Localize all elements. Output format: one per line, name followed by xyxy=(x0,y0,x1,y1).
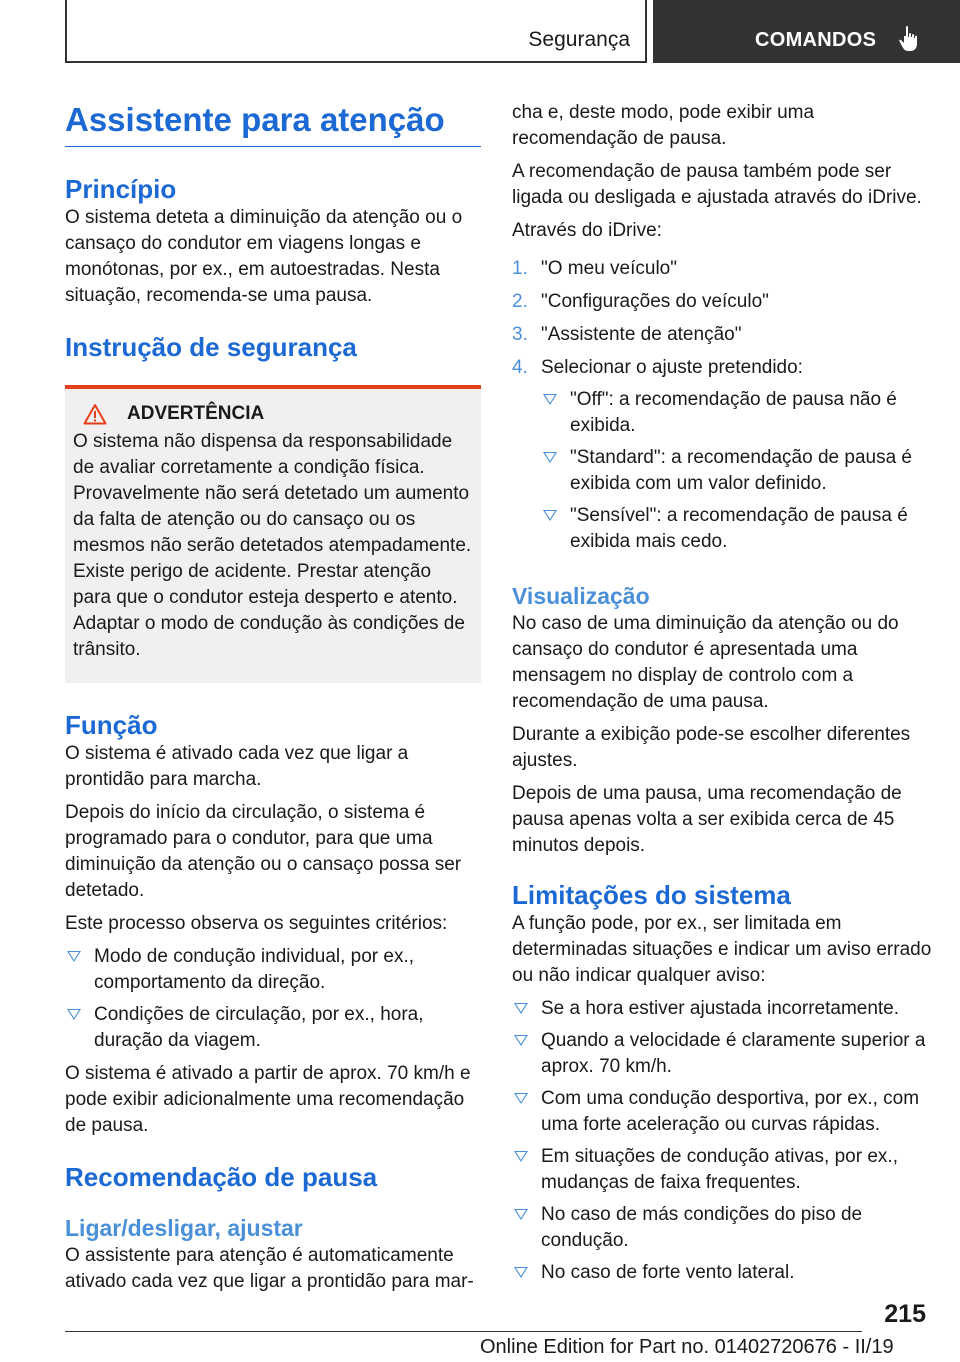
list-item: No caso de más condições do piso de condução. xyxy=(512,1202,942,1254)
triangle-bullet-icon xyxy=(543,394,557,405)
display-text-1: No caso de uma diminuição da atenção ou do cansaço do condutor é apresentada uma mensagem no display de controlo com a recomendação de uma pausa. xyxy=(512,613,899,712)
list-item: 3. "Assistente de atenção" xyxy=(512,324,742,345)
idrive-intro: Através do iDrive: xyxy=(512,220,662,241)
function-text-1: O sistema é ativado cada vez que ligar a prontidão para marcha. xyxy=(65,743,409,790)
list-item: No caso de forte vento lateral. xyxy=(512,1260,942,1286)
triangle-bullet-icon xyxy=(514,1151,528,1162)
options-list xyxy=(541,387,942,555)
edition-text: Online Edition for Part no. 01402720676 - II/19 xyxy=(480,1336,894,1358)
function-text-3: Este processo observa os seguintes critérios: xyxy=(65,913,448,934)
list-item: 2. "Configurações do veículo" xyxy=(512,291,769,312)
list-item: Com uma condução desportiva, por ex., com uma forte aceleração ou curvas rápidas. xyxy=(512,1086,942,1138)
right-column xyxy=(512,100,942,1293)
list-item: 1. "O meu veículo" xyxy=(512,258,677,279)
list-item: Quando a velocidade é claramente superior a aprox. 70 km/h. xyxy=(512,1028,942,1080)
idrive-steps xyxy=(512,256,942,555)
function-heading: Função xyxy=(65,710,158,740)
limits-text: A função pode, por ex., ser limitada em determinadas situações e indicar um aviso errado ou não indicar qualquer aviso: xyxy=(512,913,932,986)
display-text-3: Depois de uma pausa, uma recomendação de pausa apenas volta a ser exibida cerca de 45 minutos depois. xyxy=(512,783,902,856)
list-item: Se a hora estiver ajustada incorretamente. xyxy=(512,996,942,1022)
list-item: Modo de condução individual, por ex., comportamento da direção. xyxy=(65,944,481,996)
warning-box xyxy=(65,385,481,683)
warning-title: ADVERTÊNCIA xyxy=(127,403,265,424)
left-column xyxy=(65,100,481,1302)
function-text-2: Depois do início da circulação, o sistema é programado para o condutor, para que uma diminuição da atenção ou o cansaço possa ser detetado. xyxy=(65,802,462,901)
list-item: 4. Selecionar o ajuste pretendido: "Off": a recomendação de pausa não é exibida. "Standard": a recomendação de pausa é exibida com um valor definido. "Sensível": a recomendação de pausa é exibida mais cedo. xyxy=(512,355,942,555)
page-title: Assistente para atenção xyxy=(65,100,481,147)
criteria-list xyxy=(65,944,481,1054)
section-name: Segurança xyxy=(528,28,630,51)
display-text-2: Durante a exibição pode-se escolher diferentes ajustes. xyxy=(512,724,911,771)
list-item: Condições de circulação, por ex., hora, duração da viagem. xyxy=(65,1002,481,1054)
warning-title-row xyxy=(83,403,473,425)
chapter-name: COMANDOS xyxy=(755,29,877,51)
triangle-bullet-icon xyxy=(514,1209,528,1220)
principle-text: O sistema deteta a diminuição da atenção ou o cansaço do condutor em viagens longas e monótonas, por ex., em autoestradas. Nesta situação, recomenda-se uma pausa. xyxy=(65,207,463,306)
safety-heading: Instrução de segurança xyxy=(65,332,357,362)
list-item: "Sensível": a recomendação de pausa é exibida mais cedo. xyxy=(541,503,942,555)
page-header xyxy=(0,0,960,66)
triangle-bullet-icon xyxy=(514,1003,528,1014)
triangle-bullet-icon xyxy=(514,1093,528,1104)
page-number: 215 xyxy=(884,1300,926,1328)
warning-text: O sistema não dispensa da responsabilidade de avaliar corretamente a condição física. Provavelmente não será detetado um aumento da falta de atenção ou do cansaço ou os mesmos não serão detetados atempadamente. Existe perigo de acidente. Prestar atenção para que o condutor esteja desperto e atento. Adaptar o modo de condução às condições de trânsito. xyxy=(73,431,472,660)
pointing-hand-icon xyxy=(897,25,921,53)
triangle-bullet-icon xyxy=(67,1009,81,1020)
idrive-text: A recomendação de pausa também pode ser ligada ou desligada e ajustada através do iDrive. xyxy=(512,161,922,208)
triangle-bullet-icon xyxy=(514,1035,528,1046)
triangle-bullet-icon xyxy=(543,452,557,463)
triangle-bullet-icon xyxy=(67,951,81,962)
triangle-bullet-icon xyxy=(543,510,557,521)
pause-heading: Recomendação de pausa xyxy=(65,1162,378,1192)
display-heading: Visualização xyxy=(512,583,650,609)
principle-heading: Princípio xyxy=(65,174,177,204)
limits-heading: Limitações do sistema xyxy=(512,880,791,910)
warning-triangle-icon xyxy=(83,403,107,425)
limits-list xyxy=(512,996,942,1286)
footer-divider xyxy=(65,1331,862,1332)
onoff-text: O assistente para atenção é automaticamente ativado cada vez que ligar a prontidão para mar- xyxy=(65,1245,474,1292)
continued-text: cha e, deste modo, pode exibir uma recomendação de pausa. xyxy=(512,102,815,149)
list-item: "Standard": a recomendação de pausa é exibida com um valor definido. xyxy=(541,445,942,497)
triangle-bullet-icon xyxy=(514,1267,528,1278)
function-text-4: O sistema é ativado a partir de aprox. 70 km/h e pode exibir adicionalmente uma recomendação de pausa. xyxy=(65,1063,471,1136)
list-item: "Off": a recomendação de pausa não é exibida. xyxy=(541,387,942,439)
list-item: Em situações de condução ativas, por ex., mudanças de faixa frequentes. xyxy=(512,1144,942,1196)
onoff-heading: Ligar/desligar, ajustar xyxy=(65,1215,303,1241)
